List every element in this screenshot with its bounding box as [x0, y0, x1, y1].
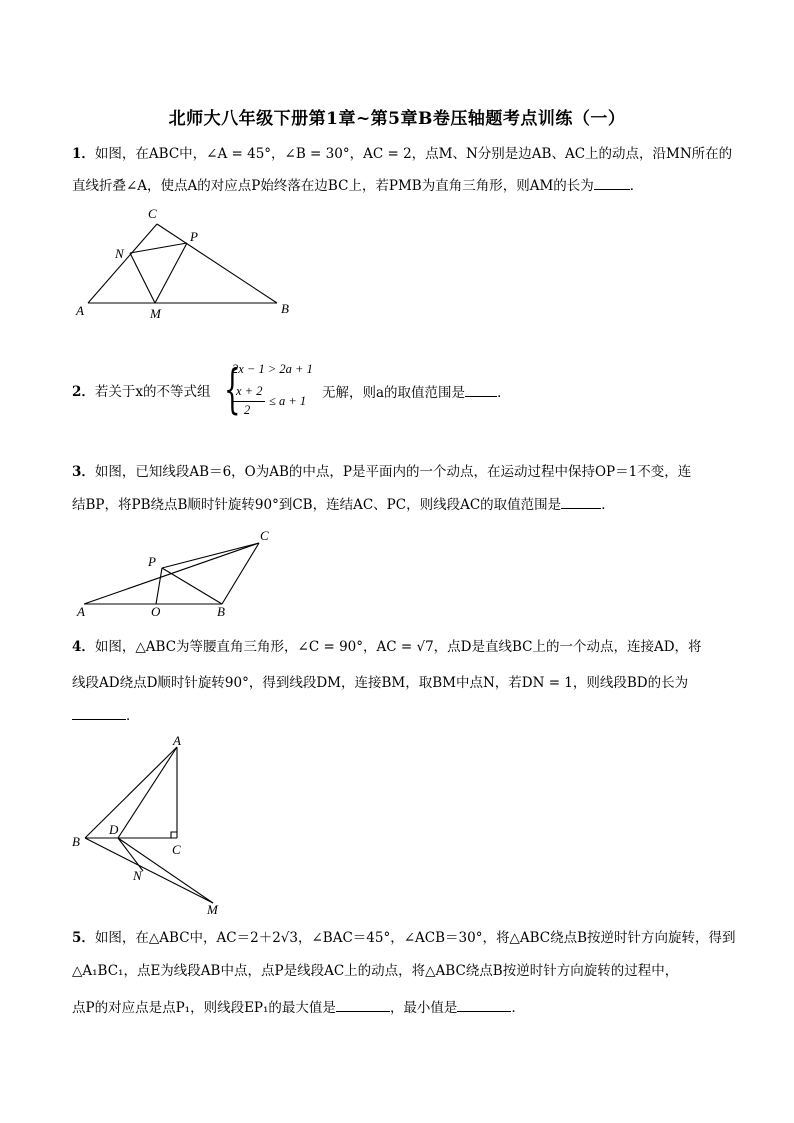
- q3-label-o: O: [151, 604, 161, 619]
- q4-text-1: 如图，△ABC为等腰直角三角形，∠C = 90°，AC = √7，点D是直线BC上的一个动点，连接AD，将: [94, 639, 702, 655]
- q4-text-2: 线段AD绕点D顺时针旋转90°，得到线段DM，连接BM，取BM中点N，若DN = 1，则线段BD的长为: [72, 675, 689, 691]
- q5-line2: [72, 961, 678, 981]
- q5-text-1: 如图，在△ABC中，AC＝2＋2√3，∠BAC＝45°，∠ACB＝30°，将△ABC绕点B按逆时针方向旋转，得到: [94, 930, 736, 946]
- q2-ineq2-num: x + 2: [236, 384, 263, 398]
- q4-label-b: B: [72, 834, 80, 849]
- q4-label-n: N: [133, 868, 142, 883]
- page-title: 北师大八年级下册第1章~第5章B卷压轴题考点训练（一）: [168, 109, 626, 129]
- q4-label-d: D: [109, 822, 119, 837]
- q4-label-c: C: [172, 842, 181, 857]
- q2-ineq2-rest: ≤ a + 1: [269, 394, 307, 408]
- q5-number: 5．: [72, 930, 95, 946]
- q3-label-a: A: [77, 604, 85, 619]
- q5-line1: [72, 928, 736, 948]
- q4-number: 4．: [72, 639, 95, 655]
- q2-line: [72, 382, 211, 402]
- q5-text-2: △A₁BC₁，点E为线段AB中点，点P是线段AC上的动点，将△ABC绕点B按逆时针方向旋转的过程中，: [72, 963, 679, 979]
- q1-label-n: N: [115, 246, 124, 261]
- q4-label-a: A: [173, 733, 181, 748]
- q1-label-m: M: [150, 306, 161, 321]
- q1-line1: [72, 144, 732, 164]
- q3-label-c: C: [260, 528, 269, 543]
- q1-label-p: P: [190, 229, 198, 244]
- q1-end: ．: [629, 178, 644, 194]
- q2-brace: {: [224, 360, 241, 420]
- q4-line3: [72, 705, 140, 726]
- q2-inequality-system: [224, 360, 319, 422]
- q4-answer-blank[interactable]: [72, 705, 126, 720]
- q1-line2: [72, 175, 643, 196]
- q4-end: ．: [126, 708, 140, 724]
- q4-line2: [72, 673, 688, 693]
- q2-text-a: 若关于x的不等式组: [94, 384, 211, 400]
- q1-number: 1．: [72, 146, 95, 162]
- q1-label-b: B: [281, 301, 289, 316]
- q3-text-1: 如图，已知线段AB＝6，O为AB的中点，P是平面内的一个动点，在运动过程中保持OP＝1不变，连: [94, 464, 692, 480]
- q2-number: 2．: [72, 384, 95, 400]
- q5-text-3a: 点P的对应点是点P₁，则线段EP₁的最大值是: [72, 1000, 336, 1016]
- q5-min-blank[interactable]: [457, 997, 511, 1012]
- q5-text-3b: ，最小值是: [389, 1000, 458, 1016]
- q3-answer-blank[interactable]: [561, 494, 601, 509]
- q1-label-a: A: [76, 303, 84, 318]
- q2-ineq2-den: 2: [244, 403, 251, 417]
- q3-text-2: 结BP，将PB绕点B顺时针旋转90°到CB，连结AC、PC，则线段AC的取值范围是: [72, 497, 562, 513]
- q2-text-b: 无解，则a的取值范围是: [322, 385, 466, 401]
- q3-end: ．: [601, 497, 615, 513]
- q3-line1: [72, 462, 691, 482]
- q5-line3: [72, 997, 525, 1018]
- q5-max-blank[interactable]: [336, 997, 390, 1012]
- q1-text-1: 如图，在ABC中，∠A = 45°，∠B = 30°，AC = 2，点M、N分别是边AB、AC上的动点，沿MN所在的: [94, 146, 733, 162]
- q5-end: ．: [511, 1000, 525, 1016]
- q2-fraction-bar: [233, 401, 265, 402]
- q1-answer-blank[interactable]: [594, 175, 630, 190]
- q3-label-b: B: [217, 604, 225, 619]
- q2-ineq1: 2x − 1 > 2a + 1: [232, 362, 313, 376]
- q1-text-2: 直线折叠∠A，使点A的对应点P始终落在边BC上，若PMB为直角三角形，则AM的长为: [72, 178, 594, 194]
- q4-line1: [72, 637, 702, 657]
- q3-line2: [72, 494, 615, 515]
- q3-number: 3．: [72, 464, 95, 480]
- q4-label-m: M: [207, 902, 218, 917]
- q2-end: ．: [497, 385, 511, 401]
- q2-answer-blank[interactable]: [465, 382, 497, 397]
- q2-line-b: [322, 382, 511, 403]
- q1-label-c: C: [148, 206, 157, 221]
- q3-label-p: P: [148, 554, 156, 569]
